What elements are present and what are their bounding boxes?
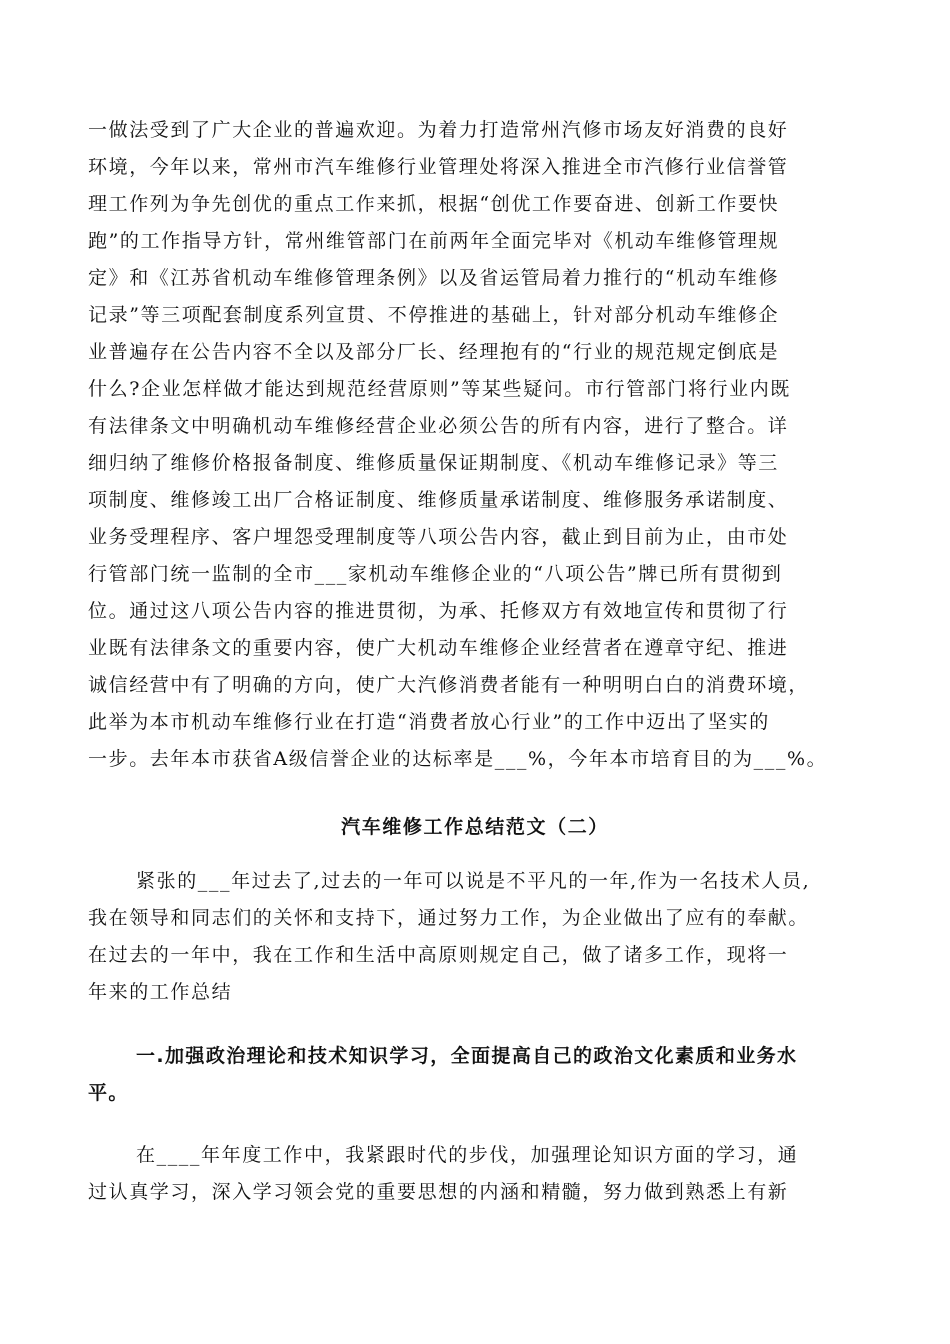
- text-line: 行管部门统一监制的全市___家机动车维修企业的“八项公告”牌已所有贯彻到: [88, 563, 783, 585]
- text-line: 理工作列为争先创优的重点工作来抓，根据“创优工作要奋进、创新工作要快: [88, 193, 780, 215]
- text-line: 环境，今年以来，常州市汽车维修行业管理处将深入推进全市汽修行业信誉管: [88, 156, 789, 178]
- heading-line: 一.加强政治理论和技术知识学习，全面提高自己的政治文化素质和业务水: [136, 1045, 798, 1067]
- text-line: 过认真学习，深入学习领会党的重要思想的内涵和精髓，努力做到熟悉上有新: [88, 1181, 789, 1203]
- text-line: 在过去的一年中，我在工作和生活中高原则规定自己，做了诸多工作，现将一: [88, 944, 789, 966]
- text-line: 跑”的工作指导方针，常州维管部门在前两年全面完毕对《机动车维修管理规: [88, 230, 780, 252]
- text-line: 项制度、维修竣工出厂合格证制度、维修质量承诺制度、维修服务承诺制度、: [88, 489, 789, 511]
- section-title: 汽车维修工作总结范文（二）: [341, 816, 609, 838]
- heading-line: 平。: [88, 1082, 129, 1104]
- text-line: 此举为本市机动车维修行业在打造“消费者放心行业”的工作中迈出了坚实的: [88, 711, 770, 733]
- text-line: 什么?企业怎样做才能达到规范经营原则”等某些疑问。市行管部门将行业内既: [88, 378, 791, 400]
- text-line: 细归纳了维修价格报备制度、维修质量保证期制度、《机动车维修记录》等三: [88, 452, 779, 474]
- text-line: 我在领导和同志们的关怀和支持下，通过努力工作，为企业做出了应有的奉献。: [88, 907, 810, 929]
- text-line: 在____年年度工作中，我紧跟时代的步伐，加强理论知识方面的学习，通: [136, 1144, 799, 1166]
- text-line: 年来的工作总结: [88, 981, 233, 1003]
- text-line: 一步。去年本市获省A级信誉企业的达标率是___%，今年本市培育目的为___%。: [88, 748, 828, 770]
- text-line: 业既有法律条文的重要内容，使广大机动车维修企业经营者在遵章守纪、推进: [88, 637, 789, 659]
- text-line: 定》和《江苏省机动车维修管理条例》以及省运管局着力推行的“机动车维修: [88, 267, 780, 289]
- text-line: 记录”等三项配套制度系列宣贯、不停推进的基础上，针对部分机动车维修企: [88, 304, 780, 326]
- text-line: 紧张的___年过去了,过去的一年可以说是不平凡的一年,作为一名技术人员,: [136, 870, 811, 892]
- text-line: 位。通过这八项公告内容的推进贯彻，为承、托修双方有效地宣传和贯彻了行: [88, 600, 789, 622]
- text-line: 业普遍存在公告内容不全以及部分厂长、经理抱有的“行业的规范规定倒底是: [88, 341, 780, 363]
- text-line: 一做法受到了广大企业的普遍欢迎。为着力打造常州汽修市场友好消费的良好: [88, 119, 789, 141]
- text-line: 有法律条文中明确机动车维修经营企业必须公告的所有内容，进行了整合。详: [88, 415, 789, 437]
- text-line: 诚信经营中有了明确的方向，使广大汽修消费者能有一种明明白白的消费环境，: [88, 674, 810, 696]
- text-line: 业务受理程序、客户埋怨受理制度等八项公告内容，截止到目前为止，由市处: [88, 526, 789, 548]
